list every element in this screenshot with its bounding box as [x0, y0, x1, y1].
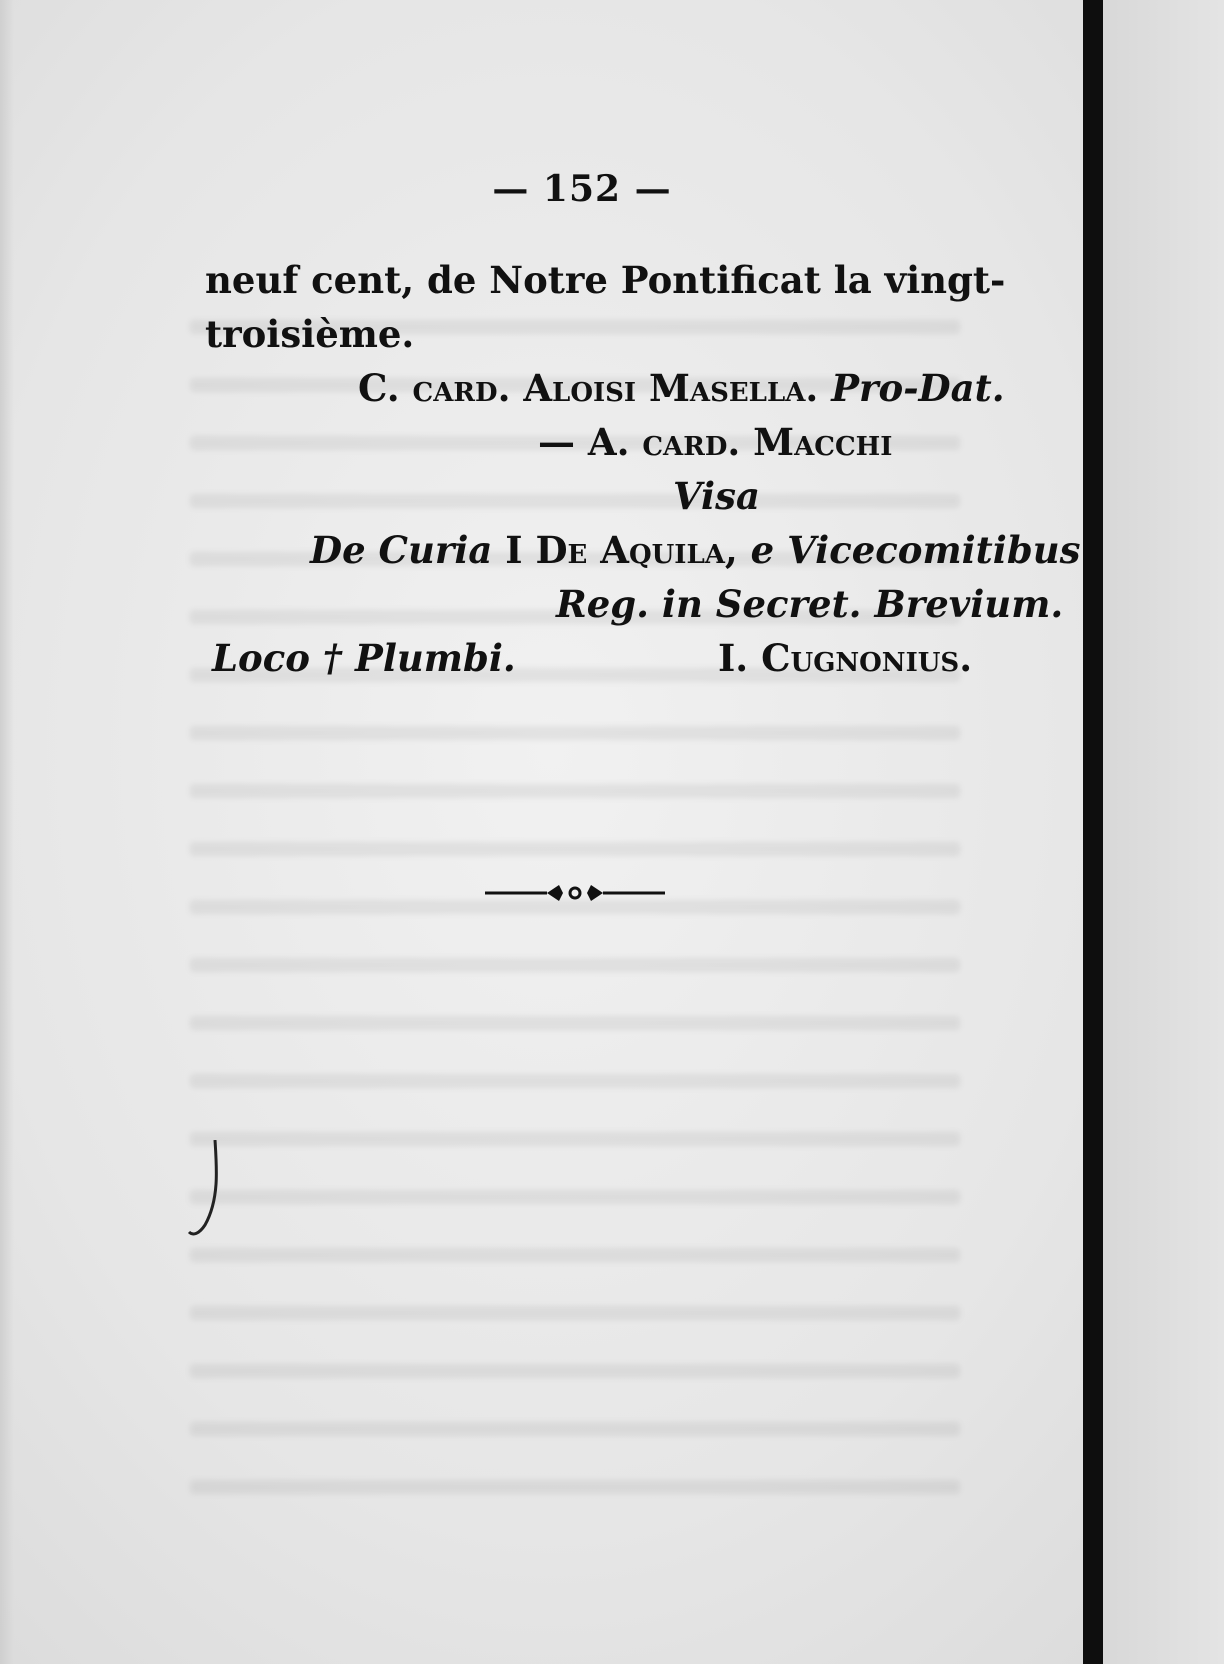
signature-macchi: — A. card. Macchi: [538, 420, 893, 464]
text-line-1: neuf cent, de Notre Pontificat la vingt-: [205, 258, 1006, 302]
book-spine-gutter: [1083, 0, 1103, 1664]
registry-line: Reg. in Secret. Brevium.: [556, 582, 1064, 626]
visa-label: Visa: [673, 474, 760, 518]
bleed-through-line: [190, 1364, 960, 1378]
bleed-through-line: [190, 1074, 960, 1088]
loco-plumbi: Loco † Plumbi.: [212, 636, 516, 680]
bleed-through-line: [190, 1190, 960, 1204]
page-number: — 152 —: [492, 168, 672, 210]
text-line-2: troisième.: [205, 312, 415, 356]
bleed-through-line: [190, 1422, 960, 1436]
signature-masella: [358, 366, 1005, 410]
facing-page-edge: [1103, 0, 1224, 1664]
bleed-through-line: [190, 1480, 960, 1494]
signature-de-aquila: [310, 528, 1081, 572]
vicecomitibus-label: e Vicecomitibus: [737, 528, 1081, 572]
page-left-shadow: [0, 0, 14, 1664]
signature-name-masella: C. card. Aloisi Masella.: [358, 366, 819, 410]
bleed-through-line: [190, 1132, 960, 1146]
signature-title-prodat: Pro-Dat.: [818, 366, 1005, 410]
bleed-through-line: [190, 1016, 960, 1030]
bleed-through-line: [190, 1306, 960, 1320]
bleed-through-line: [190, 1248, 960, 1262]
bleed-through-line: [190, 726, 960, 740]
bleed-through-line: [190, 842, 960, 856]
de-curia-label: De Curia: [310, 528, 493, 572]
section-divider-ornament: [485, 878, 665, 908]
signature-cugnonius: I. Cugnonius.: [718, 636, 973, 680]
bleed-through-line: [190, 784, 960, 798]
de-aquila-name: I De Aquila,: [492, 528, 738, 572]
bleed-through-line: [190, 958, 960, 972]
stray-ink-mark: [185, 1140, 225, 1240]
bleed-through-line: [190, 494, 960, 508]
